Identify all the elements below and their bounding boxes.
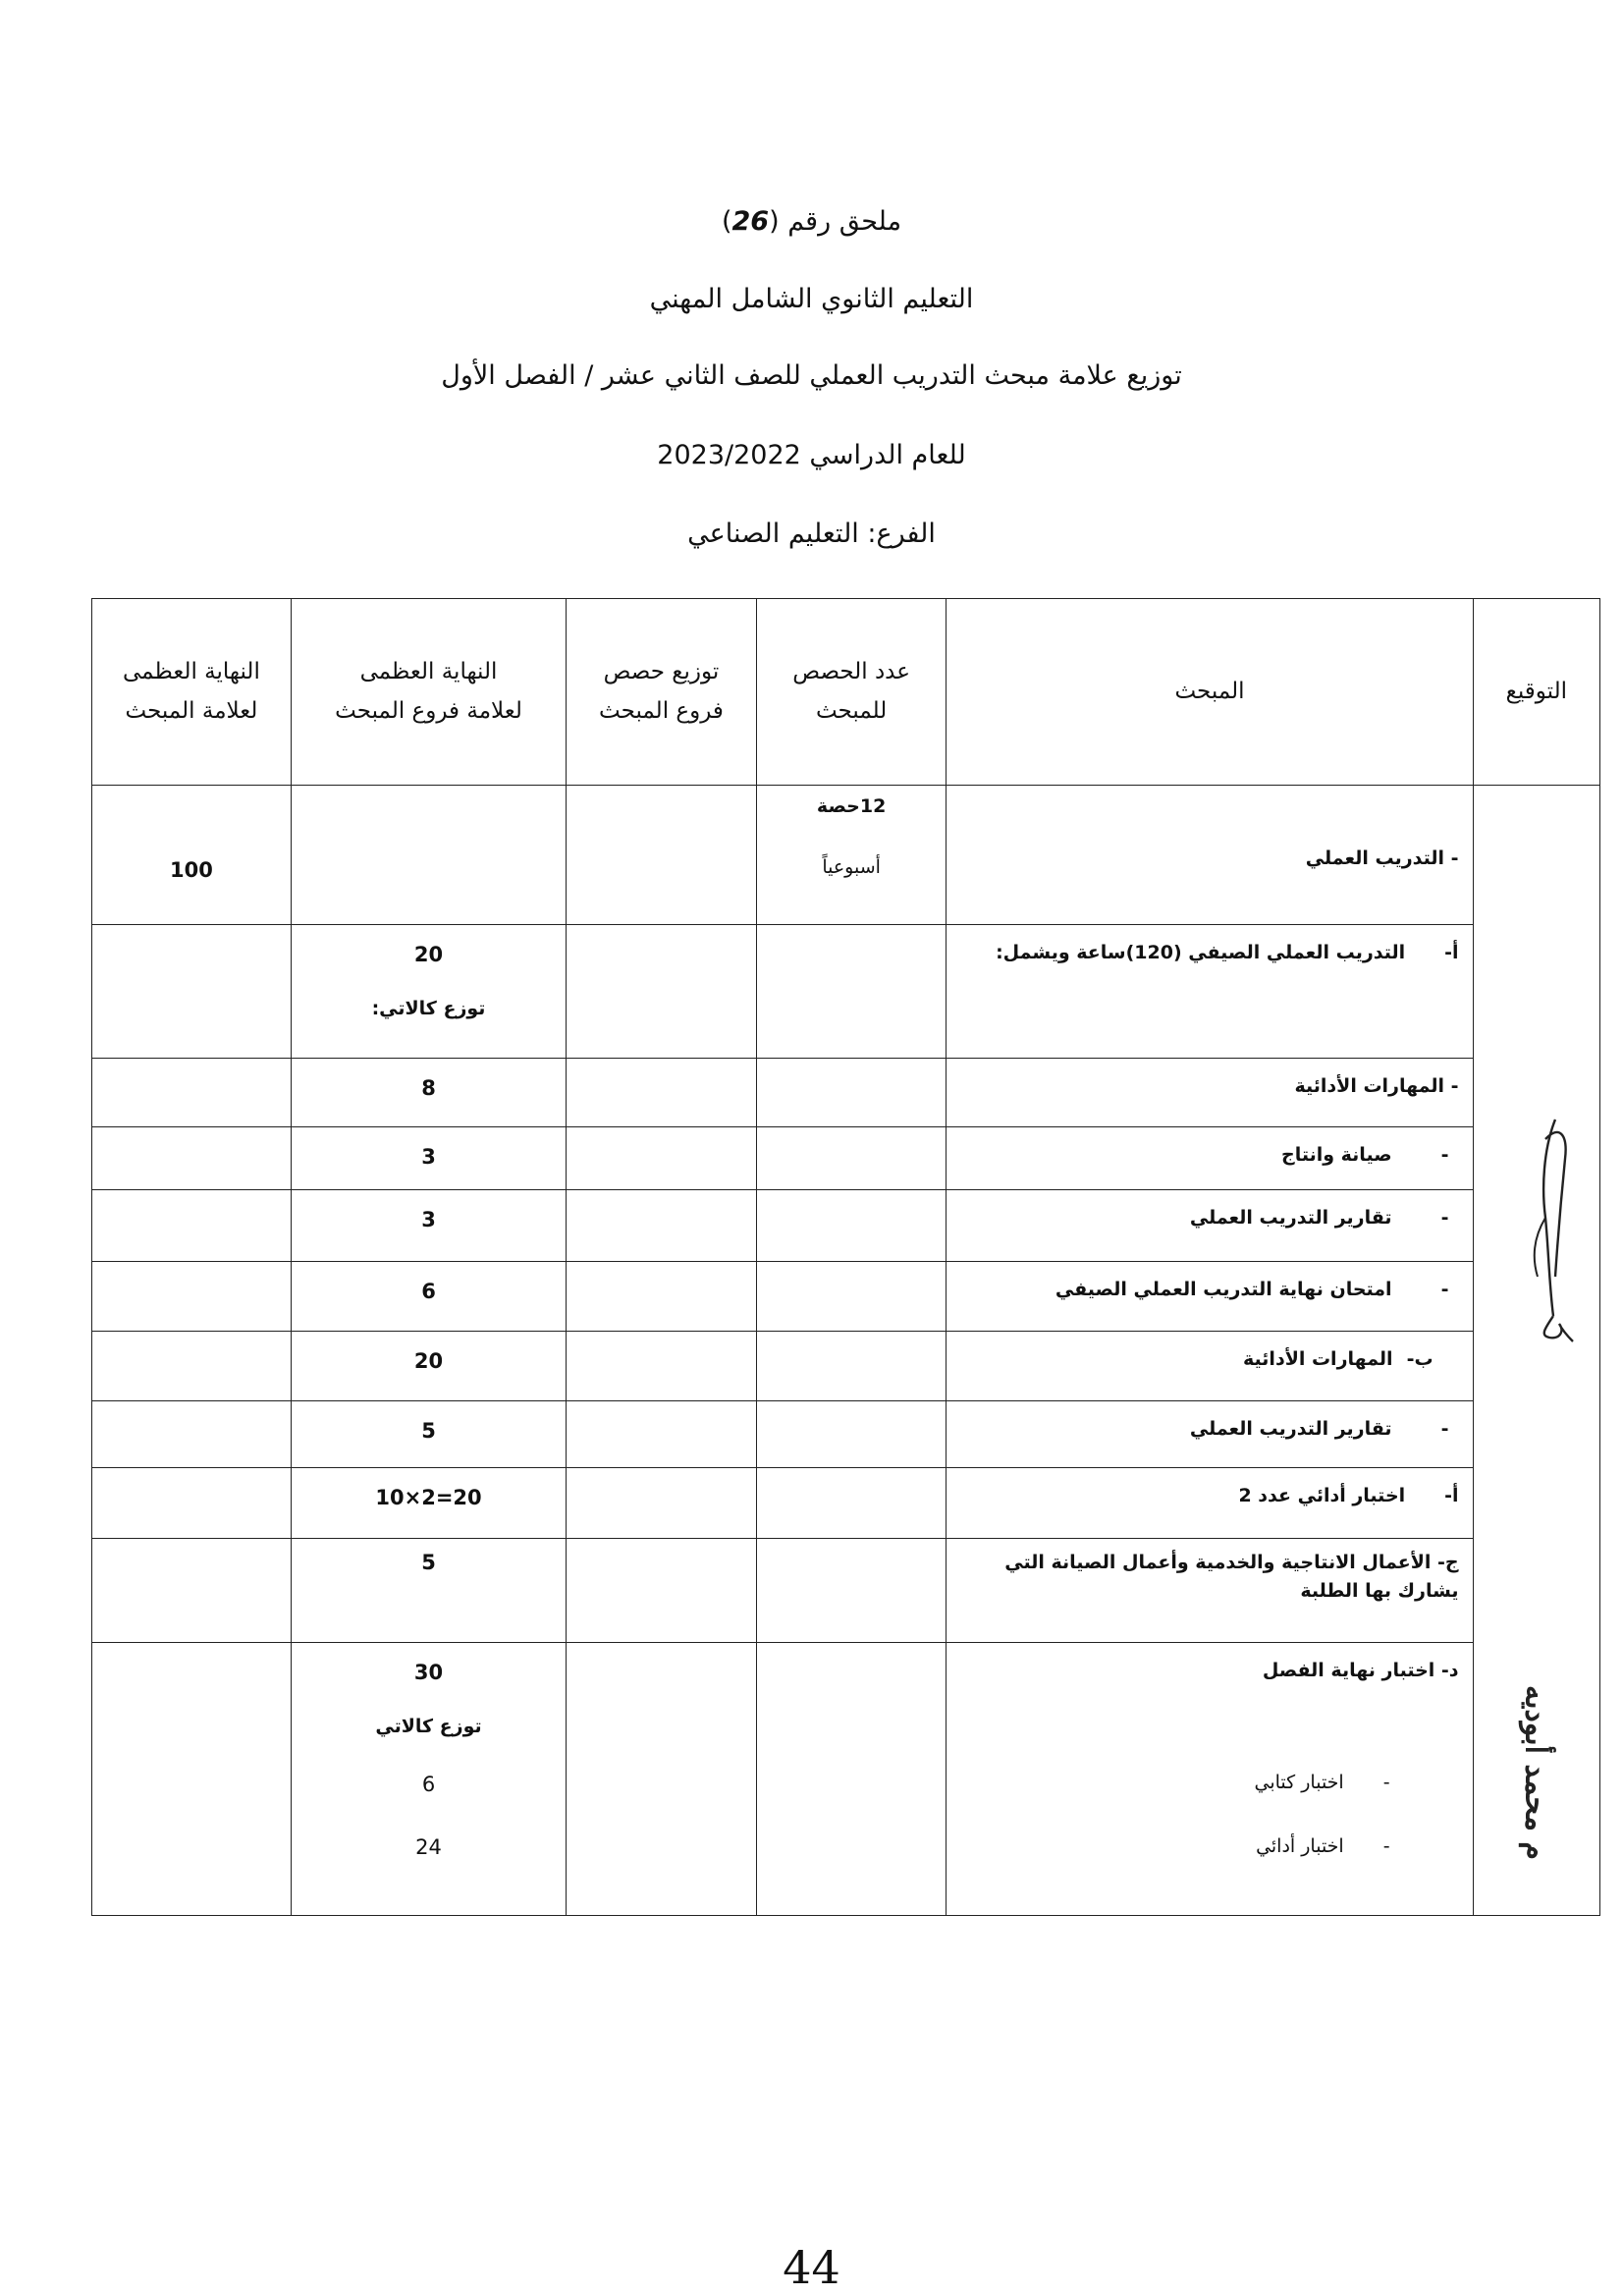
periods-cell bbox=[756, 1467, 947, 1538]
table-row bbox=[92, 1538, 1600, 1642]
document-title-line2: توزيع علامة مبحث التدريب العملي للصف الثاني عشر / الفصل الأول bbox=[441, 360, 1182, 391]
periods-cell bbox=[756, 1262, 947, 1332]
subject-max-cell bbox=[92, 1190, 292, 1262]
branch-max-cell: 5 bbox=[291, 1400, 566, 1467]
header-periods: عدد الحصص للمبحث bbox=[756, 599, 947, 786]
periods-cell bbox=[756, 1058, 947, 1126]
subject-cell: ب-المهارات الأدائية bbox=[947, 1332, 1473, 1400]
periods-cell bbox=[756, 1538, 947, 1642]
table-row bbox=[92, 1400, 1600, 1467]
signature-name: م محمد أبوديه bbox=[1518, 1685, 1553, 1860]
sub-item: -اختبار أدائي bbox=[1256, 1835, 1390, 1858]
table-row bbox=[92, 925, 1600, 1058]
annex-prefix: ملحق رقم ( bbox=[769, 206, 902, 237]
subject-max-cell: 100 bbox=[92, 786, 292, 925]
subject-max-cell bbox=[92, 1467, 292, 1538]
annex-number: 26 bbox=[731, 206, 770, 237]
table-header-row bbox=[92, 599, 1600, 786]
subject-cell: -تقارير التدريب العملي bbox=[947, 1400, 1473, 1467]
subject-cell: أ-التدريب العملي الصيفي (120)ساعة ويشمل: bbox=[947, 925, 1473, 1058]
subject-cell: ج- الأعمال الانتاجية والخدمية وأعمال الصيانة التي يشارك بها الطلبة bbox=[947, 1538, 1473, 1642]
distribution-cell bbox=[567, 1400, 757, 1467]
subject-cell: - التدريب العملي bbox=[947, 786, 1473, 925]
subject-cell: د- اختبار نهاية الفصل -اختبار كتابي -اختبار أدائي bbox=[947, 1643, 1473, 1916]
subject-cell: - المهارات الأدائية bbox=[947, 1058, 1473, 1126]
branch-max-cell: 20 bbox=[291, 1332, 566, 1400]
branch-max-cell: 20 توزع كالاتي: bbox=[291, 925, 566, 1058]
branch-max-cell: 30 توزع كالاتي 6 24 bbox=[291, 1643, 566, 1916]
subject-max-cell bbox=[92, 925, 292, 1058]
document-title-line1: التعليم الثانوي الشامل المهني bbox=[649, 284, 974, 314]
table-row bbox=[92, 1467, 1600, 1538]
table-row bbox=[92, 1332, 1600, 1400]
subject-max-cell bbox=[92, 1126, 292, 1189]
periods-cell bbox=[756, 925, 947, 1058]
subject-max-cell bbox=[92, 1058, 292, 1126]
distribution-cell bbox=[567, 1058, 757, 1126]
sub-item: -اختبار كتابي bbox=[1254, 1771, 1390, 1793]
branch-max-cell: 3 bbox=[291, 1126, 566, 1189]
subject-cell: -تقارير التدريب العملي bbox=[947, 1190, 1473, 1262]
marks-distribution-table bbox=[91, 598, 1600, 1916]
distribution-cell bbox=[567, 1643, 757, 1916]
header-subject: المبحث bbox=[947, 599, 1473, 786]
distribution-cell bbox=[567, 1467, 757, 1538]
distribution-cell bbox=[567, 925, 757, 1058]
subject-cell: -امتحان نهاية التدريب العملي الصيفي bbox=[947, 1262, 1473, 1332]
table-row bbox=[92, 1262, 1600, 1332]
subject-max-cell bbox=[92, 1332, 292, 1400]
branch-max-cell: 8 bbox=[291, 1058, 566, 1126]
page-number: 44 bbox=[783, 2241, 840, 2294]
subject-max-cell bbox=[92, 1400, 292, 1467]
branch-max-cell: 20=2×10 bbox=[291, 1467, 566, 1538]
annex-suffix: ) bbox=[721, 206, 732, 237]
distribution-cell bbox=[567, 1126, 757, 1189]
distribution-cell bbox=[567, 1262, 757, 1332]
header-subject-max: النهاية العظمى لعلامة المبحث bbox=[92, 599, 292, 786]
distribution-cell bbox=[567, 1332, 757, 1400]
header-branch-max: النهاية العظمى لعلامة فروع المبحث bbox=[291, 599, 566, 786]
distribution-cell bbox=[567, 1538, 757, 1642]
subject-max-cell bbox=[92, 1262, 292, 1332]
table-row bbox=[92, 1126, 1600, 1189]
subject-max-cell bbox=[92, 1538, 292, 1642]
header-distribution: توزيع حصص فروع المبحث bbox=[567, 599, 757, 786]
branch-max-cell bbox=[291, 786, 566, 925]
periods-cell bbox=[756, 1126, 947, 1189]
academic-year: للعام الدراسي 2023/2022 bbox=[657, 440, 966, 470]
periods-cell bbox=[756, 1332, 947, 1400]
branch-max-cell: 6 bbox=[291, 1262, 566, 1332]
distribution-cell bbox=[567, 786, 757, 925]
table-row bbox=[92, 1643, 1600, 1916]
periods-cell bbox=[756, 1400, 947, 1467]
subject-max-cell bbox=[92, 1643, 292, 1916]
table-row bbox=[92, 786, 1600, 925]
subject-cell: -صيانة وانتاج bbox=[947, 1126, 1473, 1189]
signature-cell bbox=[1473, 786, 1599, 1916]
periods-cell: 12حصة أسبوعياً bbox=[756, 786, 947, 925]
branch-max-cell: 5 bbox=[291, 1538, 566, 1642]
branch-title: الفرع: التعليم الصناعي bbox=[687, 519, 936, 549]
distribution-cell bbox=[567, 1190, 757, 1262]
table-row bbox=[92, 1058, 1600, 1126]
table-row bbox=[92, 1190, 1600, 1262]
periods-cell bbox=[756, 1643, 947, 1916]
branch-max-cell: 3 bbox=[291, 1190, 566, 1262]
header-signature: التوقيع bbox=[1473, 599, 1599, 786]
subject-cell: أ-اختبار أدائي عدد 2 bbox=[947, 1467, 1473, 1538]
annex-title bbox=[0, 206, 1623, 237]
periods-cell bbox=[756, 1190, 947, 1262]
